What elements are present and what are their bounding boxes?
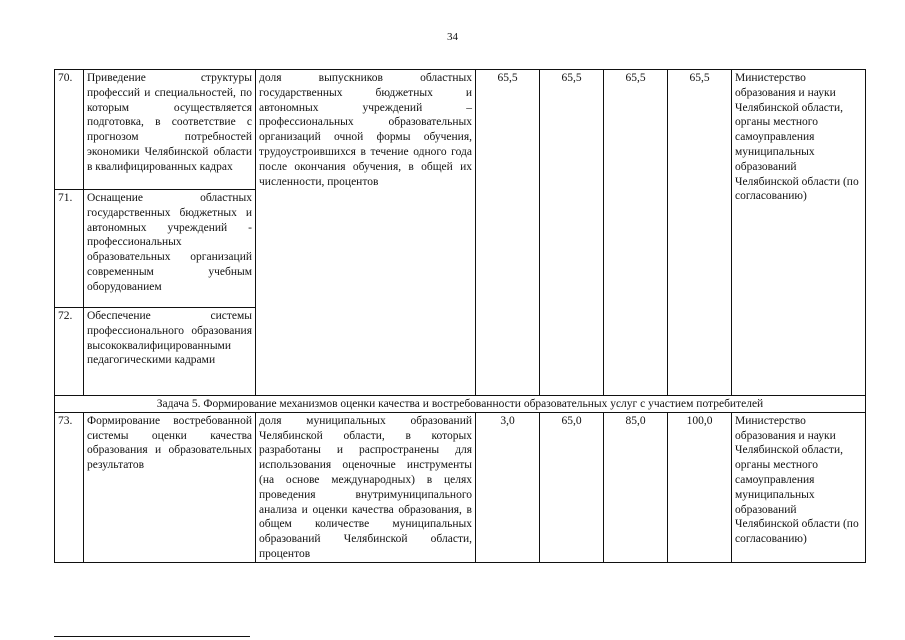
indicator-cell: доля муниципальных образований Челябинской области, в которых разработаны и распространены для использования оценочные инструменты (на основе международных) в целях проведения внутримуниципального анализа и оценки качества образования, в общем количестве муниципальных образований Челябинской области, процентов — [256, 412, 476, 562]
table-row — [55, 412, 866, 562]
page-number: 34 — [447, 31, 458, 43]
row-number: 70. — [55, 70, 84, 190]
activity-cell: Оснащение областных государственных бюджетных и автономных учреждений - профессиональных образовательных организаций современным учебным оборудованием — [84, 190, 256, 308]
footnote-separator — [54, 636, 250, 637]
value-cell: 65,5 — [668, 70, 732, 396]
indicator-cell: доля выпускников областных государственных бюджетных и автономных учреждений – профессиональных образовательных организаций очной формы обучения, трудоустроившихся в течение одного года после окончания обучения, в общей их численности, процентов — [256, 70, 476, 396]
value-cell: 100,0 — [668, 412, 732, 562]
value-cell: 3,0 — [476, 412, 540, 562]
value-cell: 65,5 — [476, 70, 540, 396]
executors-cell: Министерство образования и науки Челябинской области, органы местного самоуправления муниципальных образований Челябинской области (по согласованию) — [732, 412, 866, 562]
program-measures-table — [54, 69, 866, 563]
value-cell: 65,0 — [540, 412, 604, 562]
task-row — [55, 396, 866, 413]
table-row — [55, 70, 866, 190]
row-number: 73. — [55, 412, 84, 562]
activity-cell: Обеспечение системы профессионального образования высококвалифицированными педагогическими кадрами — [84, 308, 256, 396]
value-cell: 65,5 — [604, 70, 668, 396]
task-heading: Задача 5. Формирование механизмов оценки качества и востребованности образовательных услуг с участием потребителей — [55, 396, 866, 413]
executors-cell: Министерство образования и науки Челябинской области, органы местного самоуправления муниципальных образований Челябинской области (по согласованию) — [732, 70, 866, 396]
row-number: 71. — [55, 190, 84, 308]
activity-cell: Формирование востребованной системы оценки качества образования и образовательных результатов — [84, 412, 256, 562]
activity-cell: Приведение структуры профессий и специальностей, по которым осуществляется подготовка, в соответствие с прогнозом потребностей экономики Челябинской области в квалифицированных кадрах — [84, 70, 256, 190]
value-cell: 65,5 — [540, 70, 604, 396]
value-cell: 85,0 — [604, 412, 668, 562]
row-number: 72. — [55, 308, 84, 396]
